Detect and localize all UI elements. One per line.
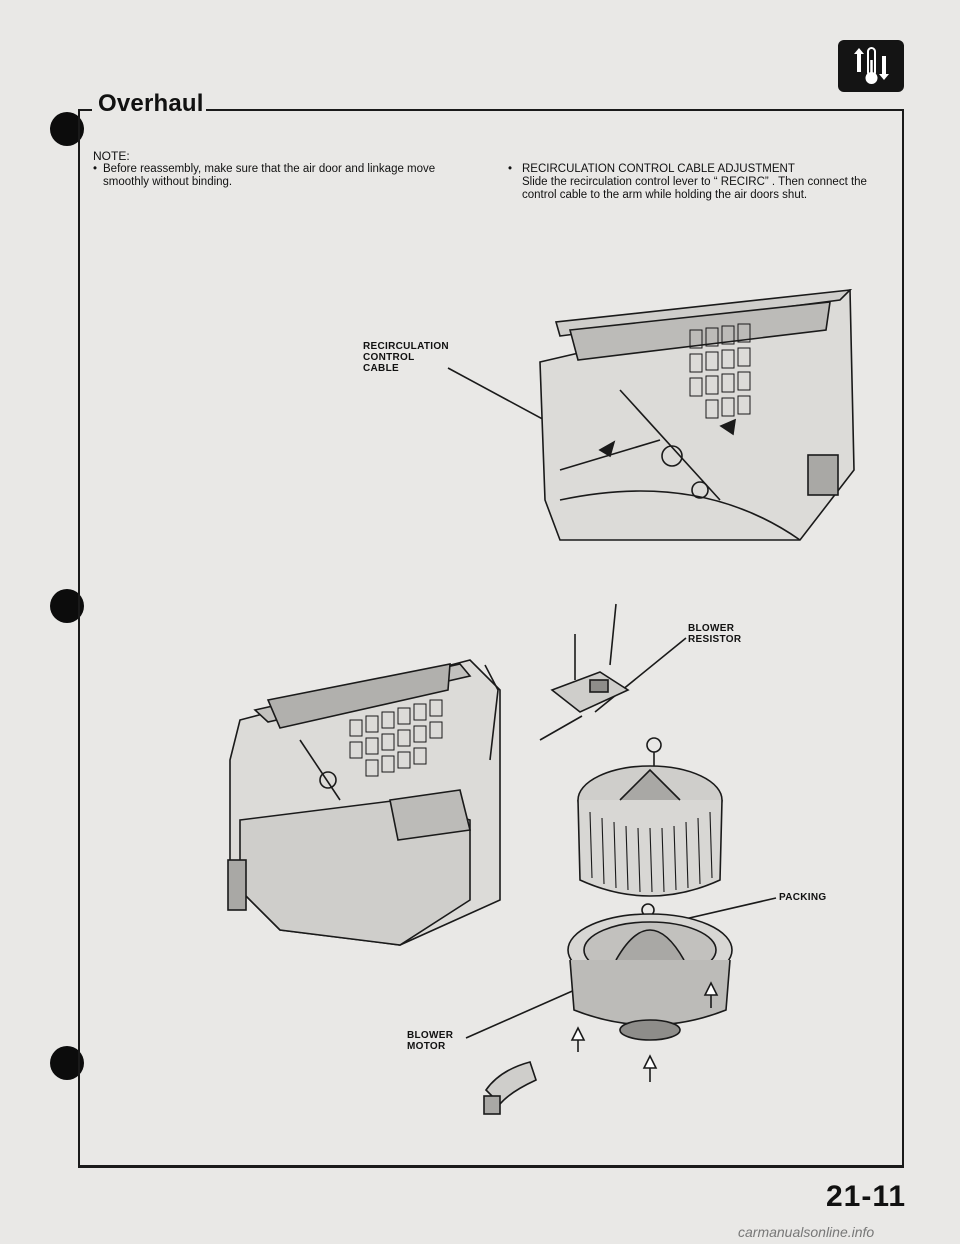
label-recirc-cable: RECIRCULATION CONTROL CABLE [363,341,449,374]
label-packing: PACKING [779,892,827,903]
leader-line [466,985,586,1038]
note-text: Before reassembly, make sure that the air door and linkage move smoothly without binding. [103,163,436,188]
blower-resistor-part [540,604,628,740]
footer-watermark: carmanualsonline.info [738,1224,875,1240]
heater-unit-illustration [228,660,500,945]
recirc-housing-detail [540,290,854,540]
blower-motor-part [484,904,732,1114]
note-label: NOTE: [93,149,130,163]
label-blower-resistor: BLOWER RESISTOR [688,623,742,645]
page-number: 21-11 [826,1180,907,1213]
bullet-icon: • [508,163,513,175]
recirc-text: Slide the recirculation control lever to “ RECIRC” . Then connect the control cable to the arm while holding the air doors shut. [522,176,867,201]
bullet-icon: • [93,163,98,175]
label-blower-motor: BLOWER MOTOR [407,1030,454,1052]
leader-line [595,638,686,712]
recirc-heading: RECIRCULATION CONTROL CABLE ADJUSTMENT [522,163,795,175]
blower-fan-part [578,738,722,896]
section-title: Overhaul [98,90,204,117]
